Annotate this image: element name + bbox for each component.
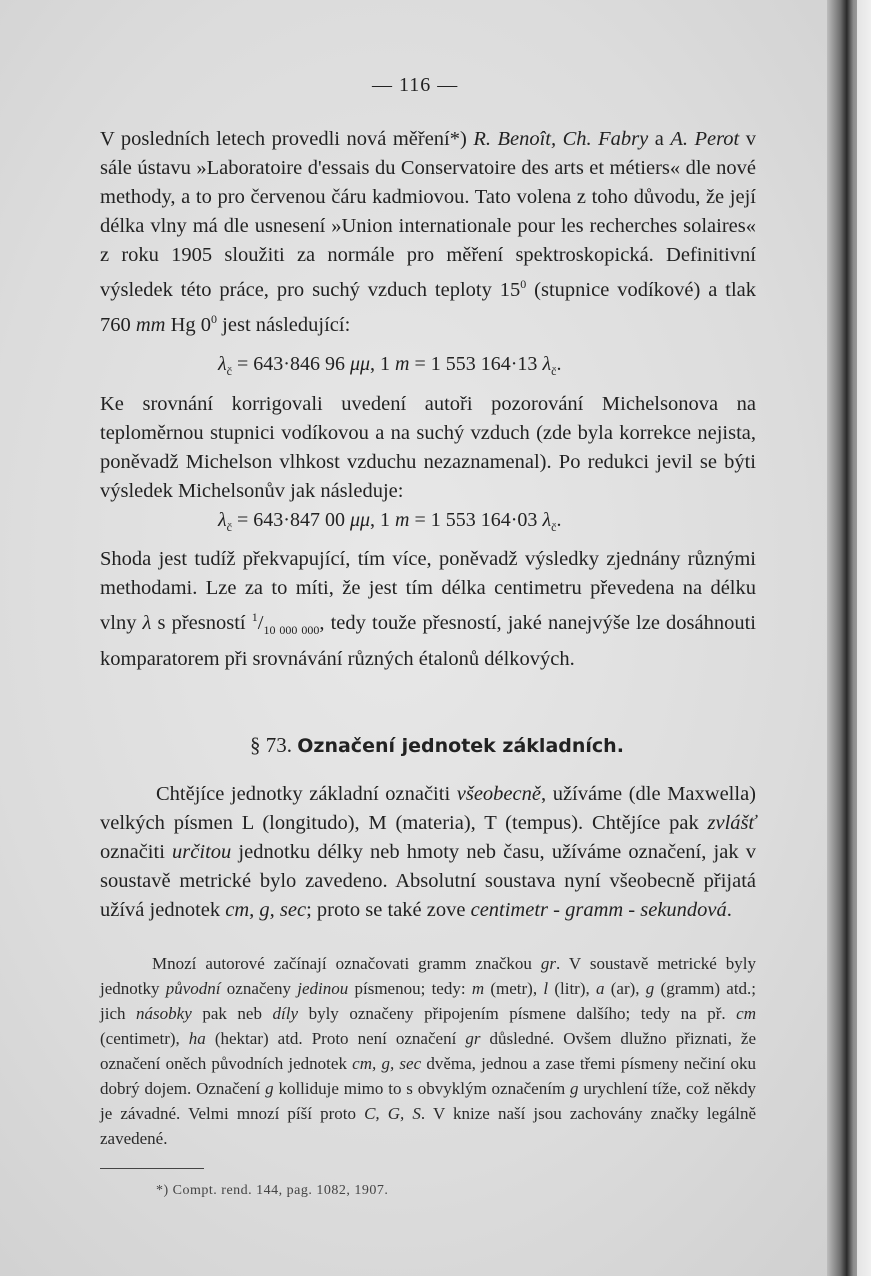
- value: = 643·847 00: [232, 509, 350, 531]
- unit-m: m: [395, 353, 410, 375]
- text: označiti: [100, 841, 173, 863]
- text: (litr),: [548, 979, 596, 998]
- emphasis: díly: [272, 1004, 299, 1023]
- text: .: [726, 899, 732, 921]
- fraction-numerator: 1: [251, 610, 258, 624]
- lambda: λ: [218, 353, 227, 375]
- degree-mark: 0: [520, 277, 527, 291]
- subscript: č: [226, 364, 232, 378]
- footnote: *) Compt. rend. 144, pag. 1082, 1907.: [156, 1183, 389, 1198]
- footnote-rule: [100, 1168, 204, 1169]
- emphasis: ha: [188, 1029, 206, 1048]
- text: Chtějíce jednotky základní označiti: [156, 783, 457, 805]
- unit: μμ: [349, 509, 371, 531]
- text: označeny: [220, 979, 298, 998]
- period: .: [556, 509, 562, 531]
- unit-mm: mm: [135, 313, 166, 336]
- fraction-slash: /: [257, 611, 264, 634]
- section-number: § 73.: [250, 733, 298, 757]
- text: , užíváme (dle Maxwella) velkých písmen L (longitudo), M (materia), T (tempus). Chtějíce pak: [100, 783, 756, 834]
- emphasis: g: [645, 979, 655, 998]
- separator: , 1: [370, 509, 396, 531]
- fraction-denominator: 10 000 000: [263, 622, 320, 637]
- text: Hg 0: [165, 313, 212, 336]
- emphasis: cm, g, sec: [225, 899, 307, 921]
- emphasis: l: [543, 979, 549, 998]
- paragraph-measurements: [100, 125, 756, 340]
- value: = 1 553 164·13: [409, 353, 543, 375]
- text: (gramm) atd.; jich: [100, 979, 757, 1023]
- section-title: Označení jednotek základních.: [297, 735, 624, 757]
- text: (stupnice vodíkové) a tlak 760: [100, 278, 756, 336]
- lambda: λ: [218, 509, 227, 531]
- text: Shoda jest tudíž překvapující, tím více, poněvadž výsledky zjednány různými methodami. Lze za to míti, že jest tím délka centimetru převedena na délku vlny: [100, 548, 756, 634]
- page-number: — 116 —: [372, 74, 459, 96]
- unit-m: m: [395, 509, 410, 531]
- lambda: λ: [542, 509, 552, 531]
- value: = 1 553 164·03: [409, 509, 543, 531]
- text: jednotku délky neb hmoty neb času, užíváme označení, jak v soustavě metrické bylo zavedeno. Absolutní soustava nyní všeobecně přijatá užívá jednotek: [100, 841, 756, 921]
- text: (metr),: [484, 979, 544, 998]
- unit: μμ: [349, 353, 371, 375]
- subscript: č: [551, 364, 557, 378]
- author-names: R. Benoît, Ch. Fabry: [473, 128, 649, 150]
- emphasis: g: [570, 1079, 579, 1098]
- period: .: [556, 353, 562, 375]
- emphasis: všeobecně: [456, 783, 541, 805]
- text: , tedy touže přesností, jaké nanejvýše lze dosáhnouti komparatorem při srovnávání různých étalonů délkových.: [100, 611, 757, 670]
- emphasis: zvlášť: [707, 812, 756, 834]
- text: . V knize naší jsou zachovány značky legálně zavedené.: [100, 1104, 756, 1148]
- emphasis: a: [596, 979, 605, 998]
- degree-mark: 0: [211, 311, 218, 326]
- text: v sále ústavu »Laboratoire d'essais du Conservatoire des arts et métiers« dle nové methody, a to pro červenou čáru kadmiovou. Tato volena z toho důvodu, že její délka vlny má dle usnesení »Union internationale pour les recherches solaires« z roku 1905 sloužiti za normále pro měření spektroskopická. Definitivní výsledek této práce, pro suchý vzduch teploty 15: [100, 128, 757, 301]
- section-heading: [250, 733, 624, 758]
- small-print-note: [100, 951, 756, 1151]
- text: kolliduje mimo to s obvyklým označením: [273, 1079, 571, 1098]
- text: důsledné. Ovšem dlužno přiznati, že označení oněch původních jednotek: [100, 1029, 756, 1073]
- value: = 643·846 96: [232, 353, 350, 375]
- text: jest následující:: [217, 313, 351, 336]
- emphasis: násobky: [136, 1004, 192, 1023]
- text: byly označeny připojením písmene dalšího; tedy na př.: [298, 1004, 737, 1023]
- paragraph-units: [100, 780, 756, 925]
- lambda: λ: [542, 353, 552, 375]
- emphasis: g: [265, 1079, 274, 1098]
- emphasis: původní: [165, 979, 221, 998]
- text: urychlení tíže, což někdy je závadné. Velmi mnozí píší proto: [100, 1079, 756, 1123]
- text: V posledních letech provedli nová měření*): [100, 128, 474, 150]
- formula-michelson: [218, 509, 561, 535]
- emphasis: C, G, S: [364, 1104, 421, 1123]
- paragraph-michelson: Ke srovnání korrigovali uvedení autoři pozorování Michelsonova na teploměrnou stupnici vodíkovou a na suchý vzduch (zde byla korrekce nejista, poněvadž Michelson vlhkost vzduchu nezaznamenal). Po redukci jevil se býti výsledek Michelsonův jak následuje:: [100, 393, 756, 502]
- emphasis: jedinou: [297, 979, 349, 998]
- text: (hektar) atd. Proto není označení: [205, 1029, 466, 1048]
- text: písmenou; tedy:: [348, 979, 472, 998]
- text: s přesností: [151, 611, 252, 634]
- emphasis: m: [471, 979, 485, 998]
- emphasis: cm, g, sec: [352, 1054, 422, 1073]
- text: pak neb: [191, 1004, 273, 1023]
- author-name: A. Perot: [670, 128, 740, 150]
- text: (ar),: [604, 979, 646, 998]
- subscript: č: [226, 520, 232, 534]
- formula-benoit-fabry-perot: [218, 353, 561, 379]
- lambda: λ: [142, 611, 152, 634]
- paragraph-agreement: [100, 545, 756, 674]
- emphasis: cm: [736, 1004, 756, 1023]
- text: (centimetr),: [100, 1029, 189, 1048]
- emphasis: gr: [540, 954, 556, 973]
- text: . V soustavě metrické byly jednotky: [100, 954, 756, 998]
- facing-page-edge: [857, 0, 871, 1276]
- text: ; proto se také zove: [306, 899, 471, 921]
- separator: , 1: [370, 353, 396, 375]
- subscript: č: [551, 520, 557, 534]
- emphasis: gr: [465, 1029, 481, 1048]
- text: a: [648, 128, 671, 150]
- emphasis: centimetr - gramm - sekundová: [470, 899, 727, 921]
- text: Mnozí autorové začínají označovati gramm značkou: [152, 954, 541, 973]
- emphasis: určitou: [172, 841, 232, 863]
- text: dvěma, jednou a zase třemi písmeny nečiní oku dobrý dojem. Označení: [100, 1054, 757, 1098]
